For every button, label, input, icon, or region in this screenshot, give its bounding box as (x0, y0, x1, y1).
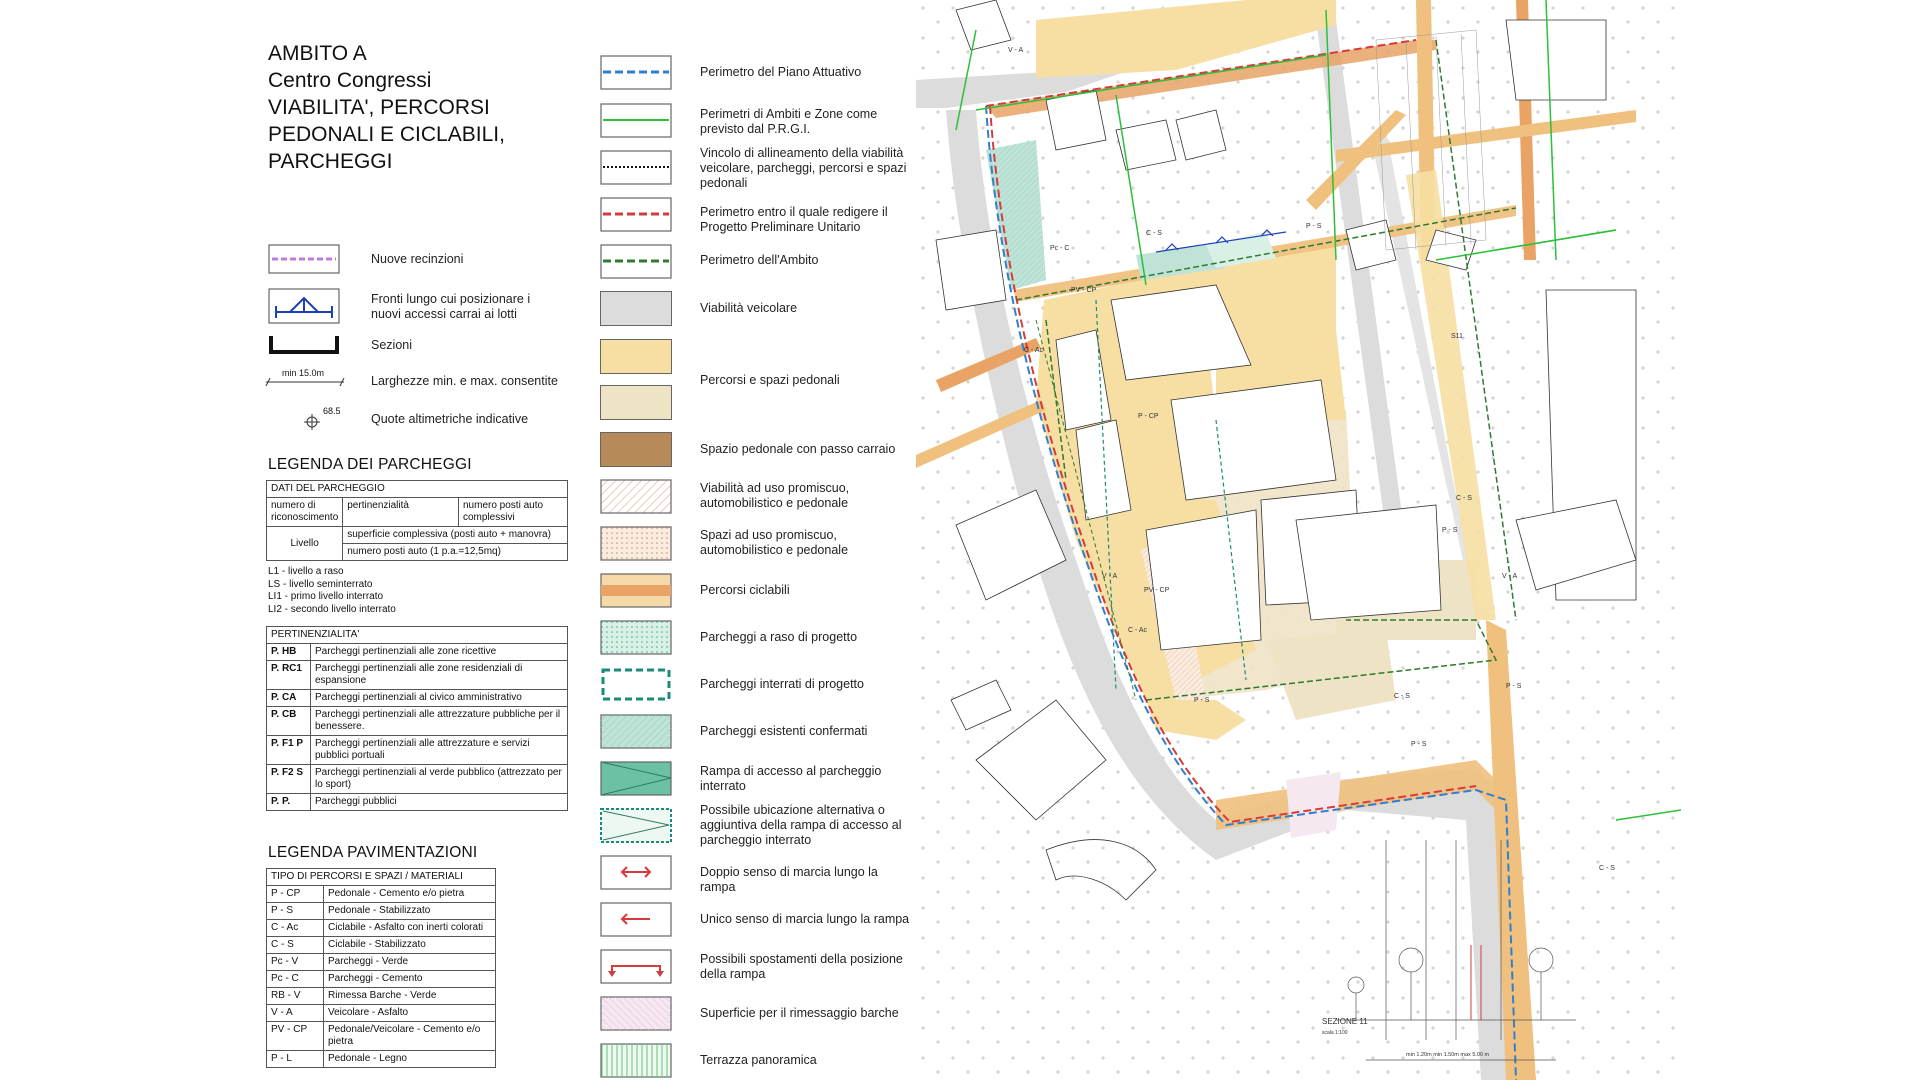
map-label: C - S (1456, 495, 1472, 502)
rimessaggio-label: Superficie per il rimessaggio barche (700, 1006, 899, 1020)
unico-senso-label: Unico senso di marcia lungo la rampa (700, 912, 910, 926)
larghezze-sample: min 15.0m (282, 368, 325, 378)
map-label: V - A (1502, 573, 1518, 580)
map-label: C - S (1394, 693, 1410, 700)
pert-desc: Parcheggi pertinenziali alle attrezzature pubbliche per il benessere. (311, 707, 568, 736)
rampa-label: Rampa di accesso al parcheggio interrato (700, 764, 882, 793)
spostamenti-swatch (600, 949, 672, 984)
vincolo-swatch (600, 150, 672, 185)
dati-header: DATI DEL PARCHEGGIO (267, 481, 568, 498)
pert-code: P. F2 S (267, 765, 311, 794)
map-label: P - CP (1138, 413, 1159, 420)
quote-sample: 68.5 (323, 406, 341, 416)
viabilita-label: Viabilità veicolare (700, 301, 798, 315)
map-label: P - S (1442, 527, 1458, 534)
map-label: C - Ac (1128, 627, 1148, 634)
nuove-recinzioni-label: Nuove recinzioni (371, 252, 464, 266)
pert-code: P. CB (267, 707, 311, 736)
levels-list (268, 566, 396, 616)
fronti-symbol (268, 288, 340, 324)
section-title: SEZIONE 11 (1322, 1017, 1368, 1026)
map-label: S11 (1451, 333, 1463, 340)
quote-label: Quote altimetriche indicative (371, 412, 529, 426)
parcheggi-raso-label: Parcheggi a raso di progetto (700, 630, 858, 644)
pav-code: RB - V (267, 988, 324, 1005)
pert-desc: Parcheggi pertinenziali al civico amministrativo (311, 690, 568, 707)
parcheggi-interrati-swatch (600, 667, 672, 702)
perimetro-ppu-label: Perimetro entro il quale redigere il Progetto Preliminare Unitario (700, 205, 888, 234)
title-line-4: PEDONALI E CICLABILI, (268, 123, 505, 146)
rampa-alt-swatch (600, 808, 672, 843)
map-label: P - S (1506, 683, 1522, 690)
pav-desc: Pedonale - Legno (324, 1051, 496, 1068)
perimetro-ppu-swatch (600, 197, 672, 232)
spostamenti-label: Possibili spostamenti della posizione della rampa (700, 952, 903, 981)
pav-code: P - CP (267, 886, 324, 903)
pert-desc: Parcheggi pubblici (311, 794, 568, 811)
pav-code: V - A (267, 1005, 324, 1022)
vincolo-label: Vincolo di allineamento della viabilità veicolare, parcheggi, percorsi e spazi pedonali (700, 146, 907, 190)
pav-desc: Rimessa Barche - Verde (324, 988, 496, 1005)
parcheggi-interrati-label: Parcheggi interrati di progetto (700, 677, 864, 691)
perimetro-ambito-swatch (600, 244, 672, 279)
sezioni-symbol (268, 334, 340, 356)
dati-parcheggio-table (266, 480, 568, 561)
pav-desc: Pedonale - Cemento e/o pietra (324, 886, 496, 903)
map-label: C - Ac (1024, 347, 1044, 354)
section-dims: min 1.20m min 1.50m max 5.00 m (1406, 1052, 1490, 1058)
pav-desc: Parcheggi - Cemento (324, 971, 496, 988)
map-label: Pc - C (1050, 245, 1070, 252)
perimetri-ambiti-swatch (600, 103, 672, 138)
parcheggi-esistenti-swatch (600, 714, 672, 749)
level-item: LI2 - secondo livello interrato (268, 603, 396, 615)
pav-code: Pc - C (267, 971, 324, 988)
title-line-5: PARCHEGGI (268, 150, 393, 173)
doppio-senso-label: Doppio senso di marcia lungo la rampa (700, 865, 878, 894)
perimetri-ambiti-label: Perimetri di Ambiti e Zone come previsto dal P.R.G.I. (700, 107, 878, 136)
level-item: LI1 - primo livello interrato (268, 591, 384, 602)
pav-code: C - Ac (267, 920, 324, 937)
pav-desc: Pedonale - Stabilizzato (324, 903, 496, 920)
terrazza-label: Terrazza panoramica (700, 1053, 817, 1067)
site-plan-map[interactable] (916, 0, 1681, 1080)
site-plan-svg (916, 0, 1681, 1080)
dati-superficie: superficie complessiva (posti auto + manovra) (343, 527, 568, 544)
pavimentazioni-title: LEGENDA PAVIMENTAZIONI (268, 844, 478, 861)
pav-desc: Pedonale/Veicolare - Cemento e/o pietra (324, 1022, 496, 1051)
title-block (268, 40, 588, 175)
dati-col-1: numero di riconoscimento (267, 498, 343, 527)
ciclabili-swatch (600, 573, 672, 608)
viabilita-promiscuo-label: Viabilità ad uso promiscuo, automobilistico e pedonale (700, 481, 850, 510)
pert-code: P. RC1 (267, 661, 311, 690)
dati-col-2: pertinenzialità (343, 498, 459, 527)
rampa-alt-label: Possibile ubicazione alternativa o aggiuntiva della rampa di accesso al parcheggio interrato (700, 803, 902, 847)
pert-desc: Parcheggi pertinenziali alle zone residenziali di espansione (311, 661, 568, 690)
pert-desc: Parcheggi pertinenziali alle zone ricettive (311, 644, 568, 661)
doppio-senso-swatch (600, 855, 672, 890)
spazi-promiscuo-label: Spazi ad uso promiscuo, automobilistico e pedonale (700, 528, 849, 557)
unico-senso-swatch (600, 902, 672, 937)
perimetro-ambito-label: Perimetro dell'Ambito (700, 253, 819, 267)
pert-code: P. F1 P (267, 736, 311, 765)
perimetro-piano-swatch (600, 55, 672, 90)
percorsi-swatch-1 (600, 339, 672, 374)
spazio-carraio-label: Spazio pedonale con passo carraio (700, 442, 896, 456)
pav-code: PV - CP (267, 1022, 324, 1051)
parcheggi-esistenti-label: Parcheggi esistenti confermati (700, 724, 868, 738)
map-label: V - A (1102, 573, 1118, 580)
dati-col-3: numero posti auto complessivi (459, 498, 568, 527)
pavimentazioni-table (266, 868, 496, 1068)
ciclabili-label: Percorsi ciclabili (700, 583, 790, 597)
map-label: C - S (1146, 230, 1162, 237)
pav-desc: Ciclabile - Asfalto con inerti colorati (324, 920, 496, 937)
perimetro-piano-label: Perimetro del Piano Attuativo (700, 65, 862, 79)
pertinenzialita-table (266, 626, 568, 811)
pav-desc: Ciclabile - Stabilizzato (324, 937, 496, 954)
map-label: C - S (1599, 865, 1615, 872)
parcheggi-raso-swatch (600, 620, 672, 655)
map-label: P - S (1411, 741, 1427, 748)
rimessaggio-swatch (600, 996, 672, 1031)
pert-desc: Parcheggi pertinenziali alle attrezzature e servizi pubblici portuali (311, 736, 568, 765)
section-scale: scala 1:100 (1322, 1030, 1348, 1036)
terrazza-swatch (600, 1043, 672, 1078)
pert-header: PERTINENZIALITA' (267, 627, 568, 644)
level-item: L1 - livello a raso (268, 566, 344, 577)
pav-code: Pc - V (267, 954, 324, 971)
rampa-swatch (600, 761, 672, 796)
pav-code: C - S (267, 937, 324, 954)
map-label: V - A (1008, 47, 1024, 54)
nuove-recinzioni-symbol (268, 244, 340, 274)
viabilita-promiscuo-swatch (600, 479, 672, 514)
title-line-3: VIABILITA', PERCORSI (268, 96, 490, 119)
spazi-promiscuo-swatch (600, 526, 672, 561)
fronti-label: Fronti lungo cui posizionare i nuovi accessi carrai ai lotti (371, 292, 531, 321)
pav-code: P - S (267, 903, 324, 920)
pert-code: P. P. (267, 794, 311, 811)
percorsi-pedonali-label: Percorsi e spazi pedonali (700, 373, 840, 387)
pav-code: P - L (267, 1051, 324, 1068)
pav-header: TIPO DI PERCORSI E SPAZI / MATERIALI (267, 869, 496, 886)
percorsi-swatch-2 (600, 385, 672, 420)
pav-desc: Veicolare - Asfalto (324, 1005, 496, 1022)
dati-posti: numero posti auto (1 p.a.=12,5mq) (343, 544, 568, 561)
level-item: LS - livello seminterrato (268, 578, 373, 590)
viabilita-swatch (600, 291, 672, 326)
pert-desc: Parcheggi pertinenziali al verde pubblico (attrezzato per lo sport) (311, 765, 568, 794)
title-line-1: AMBITO A (268, 42, 367, 65)
parcheggi-title: LEGENDA DEI PARCHEGGI (268, 456, 472, 473)
pert-code: P. HB (267, 644, 311, 661)
larghezze-label: Larghezze min. e max. consentite (371, 374, 558, 388)
spazio-carraio-swatch (600, 432, 672, 467)
pert-code: P. CA (267, 690, 311, 707)
map-label: P - S (1194, 697, 1210, 704)
pav-desc: Parcheggi - Verde (324, 954, 496, 971)
map-label: PV - CP (1071, 287, 1097, 294)
sezioni-label: Sezioni (371, 338, 412, 352)
map-label: PV - CP (1144, 587, 1170, 594)
title-line-2: Centro Congressi (268, 69, 432, 92)
dati-livello: Livello (267, 527, 343, 561)
map-label: P - S (1306, 223, 1322, 230)
